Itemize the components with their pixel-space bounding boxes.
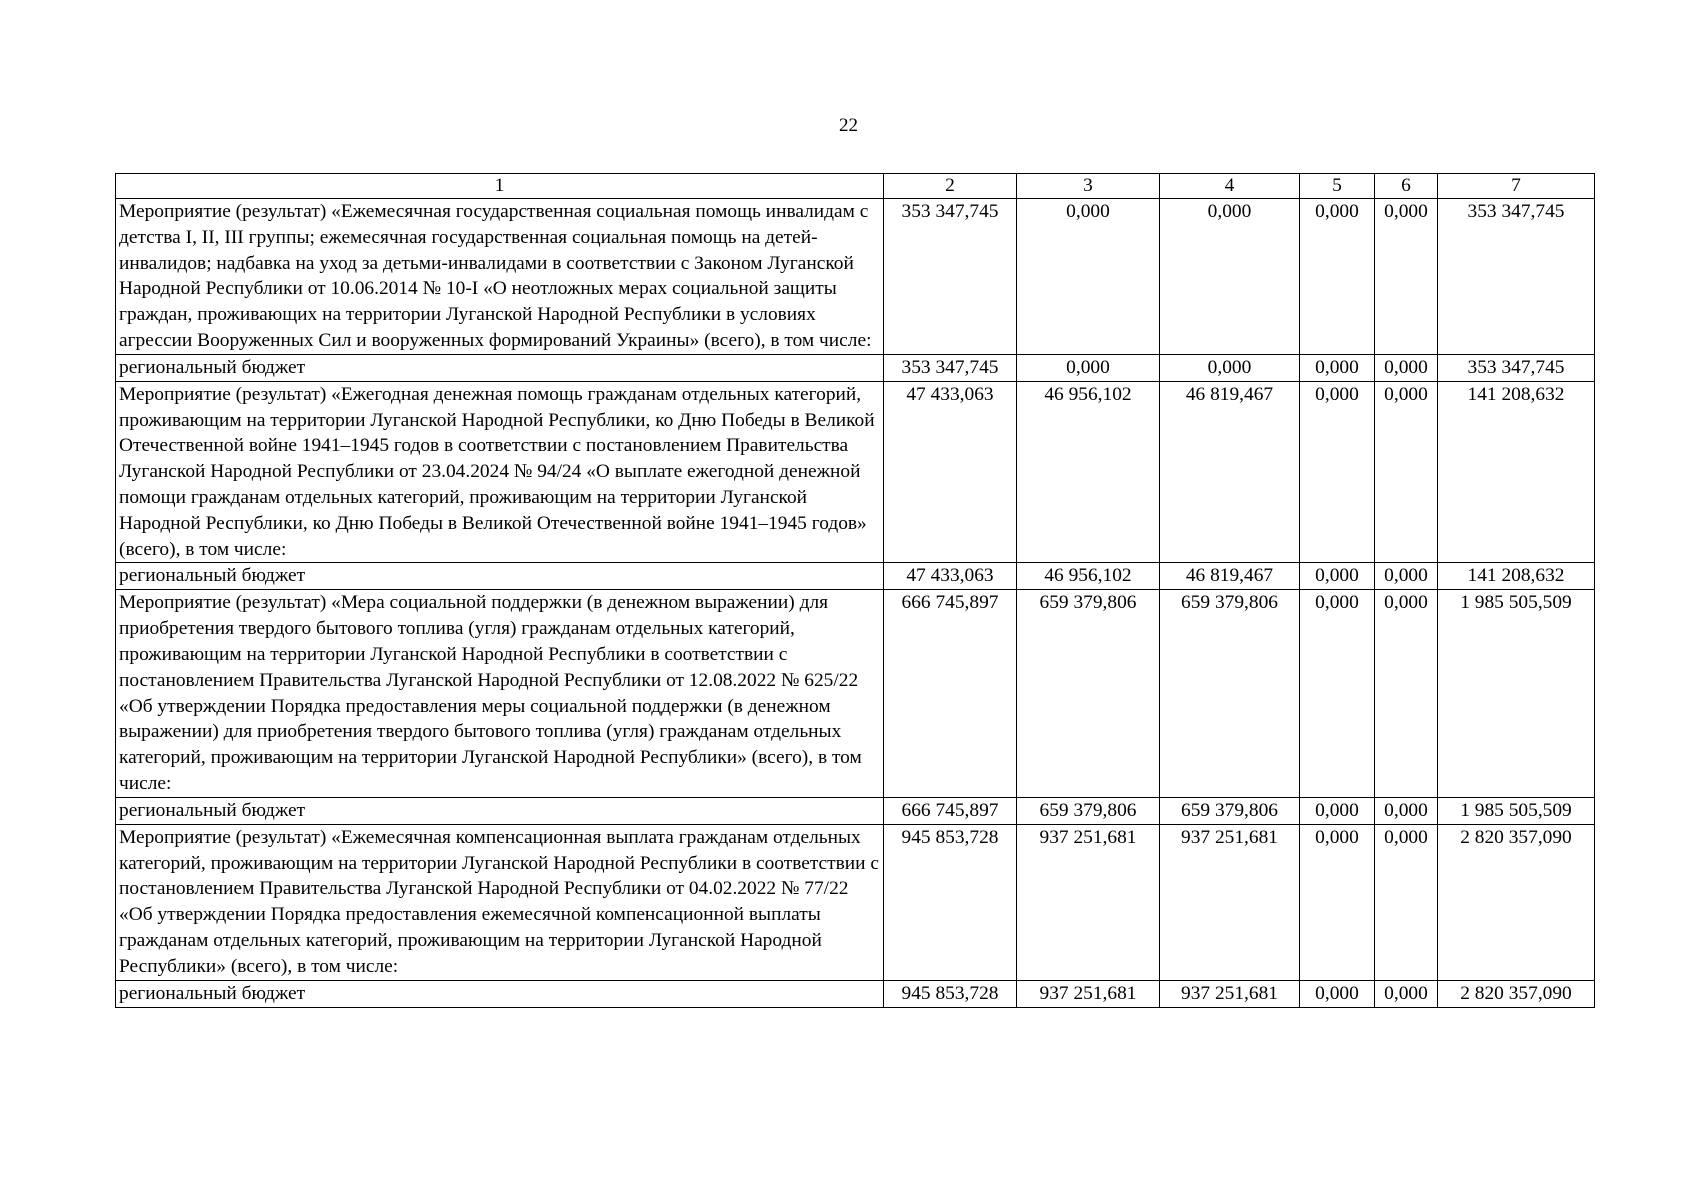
cell-value: 47 433,063	[884, 563, 1017, 590]
cell-value: 353 347,745	[1438, 199, 1595, 355]
cell-value: 937 251,681	[1017, 980, 1160, 1007]
cell-value: 0,000	[1300, 980, 1375, 1007]
cell-value: 659 379,806	[1017, 590, 1160, 797]
cell-value: 0,000	[1300, 797, 1375, 824]
column-header: 2	[884, 174, 1017, 199]
cell-value: 2 820 357,090	[1438, 980, 1595, 1007]
cell-value: 46 956,102	[1017, 563, 1160, 590]
row-description: Мероприятие (результат) «Ежегодная денежная помощь гражданам отдельных категорий, проживающим на территории Луганской Народной Республики, ко Дню Победы в Великой Отечественной войне 1941–1945 годов в соответствии с постановлением Правительства Луганской Народной Республики от 23.04.2024 № 94/24 «О выплате ежегодной денежной помощи гражданам отдельных категорий, проживающим на территории Луганской Народной Республики, ко Дню Победы в Великой Отечественной войне 1941–1945 годов» (всего), в том числе:	[116, 381, 884, 563]
row-description: региональный бюджет	[116, 354, 884, 381]
table-row	[116, 199, 1595, 355]
cell-value: 0,000	[1375, 381, 1438, 563]
cell-value: 0,000	[1160, 354, 1300, 381]
column-header: 1	[116, 174, 884, 199]
cell-value: 659 379,806	[1160, 590, 1300, 797]
row-description: Мероприятие (результат) «Мера социальной поддержки (в денежном выражении) для приобретения твердого бытового топлива (угля) гражданам отдельных категорий, проживающим на территории Луганской Народной Республики в соответствии с постановлением Правительства Луганской Народной Республики от 12.08.2022 № 625/22 «Об утверждении Порядка предоставления меры социальной поддержки (в денежном выражении) для приобретения твердого бытового топлива (угля) гражданам отдельных категорий, проживающим на территории Луганской Народной Республики» (всего), в том числе:	[116, 590, 884, 797]
cell-value: 0,000	[1375, 980, 1438, 1007]
cell-value: 0,000	[1300, 590, 1375, 797]
cell-value: 659 379,806	[1160, 797, 1300, 824]
table-row	[116, 797, 1595, 824]
table-row	[116, 590, 1595, 797]
cell-value: 0,000	[1017, 199, 1160, 355]
cell-value: 46 956,102	[1017, 381, 1160, 563]
cell-value: 0,000	[1300, 824, 1375, 980]
cell-value: 0,000	[1375, 797, 1438, 824]
column-header: 4	[1160, 174, 1300, 199]
cell-value: 353 347,745	[884, 354, 1017, 381]
row-description: Мероприятие (результат) «Ежемесячная компенсационная выплата гражданам отдельных категорий, проживающим на территории Луганской Народной Республики в соответствии с постановлением Правительства Луганской Народной Республики от 04.02.2022 № 77/22 «Об утверждении Порядка предоставления ежемесячной компенсационной выплаты гражданам отдельных категорий, проживающим на территории Луганской Народной Республики» (всего), в том числе:	[116, 824, 884, 980]
cell-value: 659 379,806	[1017, 797, 1160, 824]
cell-value: 0,000	[1375, 563, 1438, 590]
cell-value: 666 745,897	[884, 590, 1017, 797]
cell-value: 46 819,467	[1160, 381, 1300, 563]
cell-value: 937 251,681	[1160, 980, 1300, 1007]
cell-value: 1 985 505,509	[1438, 590, 1595, 797]
row-description: региональный бюджет	[116, 563, 884, 590]
column-header: 5	[1300, 174, 1375, 199]
table-row	[116, 381, 1595, 563]
cell-value: 141 208,632	[1438, 381, 1595, 563]
cell-value: 0,000	[1017, 354, 1160, 381]
cell-value: 353 347,745	[884, 199, 1017, 355]
cell-value: 141 208,632	[1438, 563, 1595, 590]
cell-value: 0,000	[1375, 199, 1438, 355]
row-description: региональный бюджет	[116, 980, 884, 1007]
header-row	[116, 174, 1595, 199]
cell-value: 0,000	[1300, 563, 1375, 590]
column-header: 7	[1438, 174, 1595, 199]
cell-value: 0,000	[1160, 199, 1300, 355]
column-header: 6	[1375, 174, 1438, 199]
page-number: 22	[839, 115, 858, 136]
table-row	[116, 824, 1595, 980]
column-header: 3	[1017, 174, 1160, 199]
cell-value: 937 251,681	[1017, 824, 1160, 980]
cell-value: 937 251,681	[1160, 824, 1300, 980]
table-row	[116, 563, 1595, 590]
row-description: Мероприятие (результат) «Ежемесячная государственная социальная помощь инвалидам с детства I, II, III группы; ежемесячная государственная социальная помощь на детей-инвалидов; надбавка на уход за детьми-инвалидами в соответствии с Законом Луганской Народной Республики от 10.06.2014 № 10-I «О неотложных мерах социальной защиты граждан, проживающих на территории Луганской Народной Республики в условиях агрессии Вооруженных Сил и вооруженных формирований Украины» (всего), в том числе:	[116, 199, 884, 355]
cell-value: 2 820 357,090	[1438, 824, 1595, 980]
cell-value: 47 433,063	[884, 381, 1017, 563]
cell-value: 0,000	[1375, 590, 1438, 797]
cell-value: 1 985 505,509	[1438, 797, 1595, 824]
cell-value: 46 819,467	[1160, 563, 1300, 590]
budget-table	[115, 173, 1595, 1008]
table-row	[116, 980, 1595, 1007]
cell-value: 0,000	[1300, 199, 1375, 355]
cell-value: 0,000	[1375, 824, 1438, 980]
cell-value: 0,000	[1375, 354, 1438, 381]
cell-value: 0,000	[1300, 354, 1375, 381]
row-description: региональный бюджет	[116, 797, 884, 824]
cell-value: 945 853,728	[884, 824, 1017, 980]
cell-value: 945 853,728	[884, 980, 1017, 1007]
cell-value: 666 745,897	[884, 797, 1017, 824]
cell-value: 0,000	[1300, 381, 1375, 563]
table-row	[116, 354, 1595, 381]
cell-value: 353 347,745	[1438, 354, 1595, 381]
